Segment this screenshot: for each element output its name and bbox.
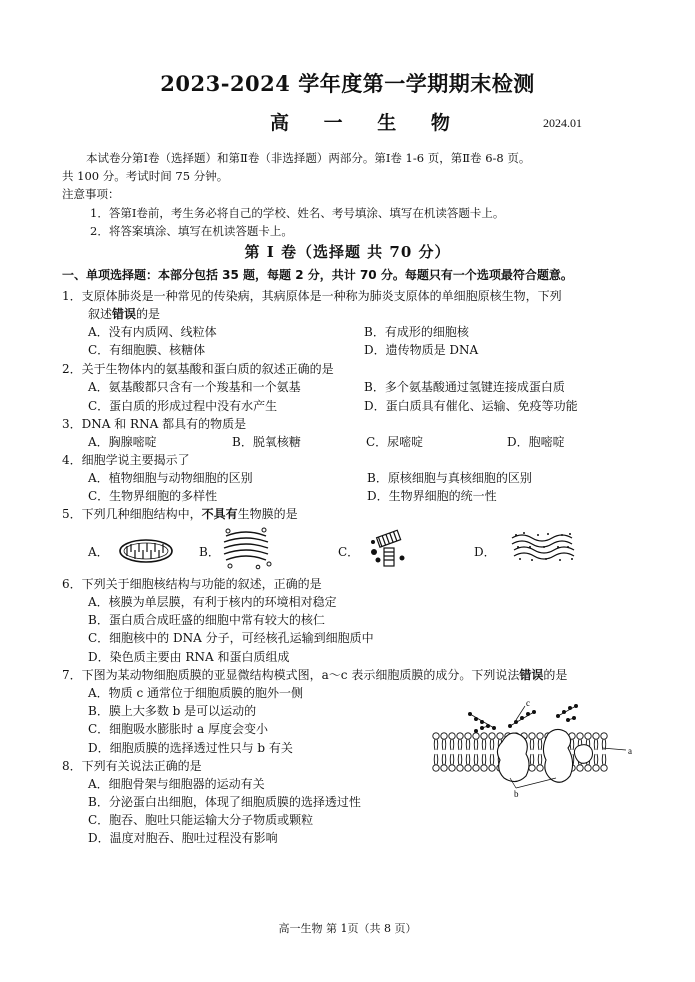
q5-option-b: B． bbox=[199, 545, 220, 559]
q8-stem: 8．下列有关说法正确的是 bbox=[62, 759, 202, 773]
q4-option-c: C．生物界细胞的多样性 bbox=[88, 489, 218, 503]
notice-item-2: 2．将答案填涂、填写在机读答题卡上。 bbox=[90, 224, 293, 238]
centrosome-image bbox=[368, 528, 410, 570]
lipid-head bbox=[481, 765, 487, 771]
q6-option-c: C．细胞核中的 DNA 分子，可经核孔运输到细胞质中 bbox=[88, 631, 374, 645]
lipid-tail bbox=[466, 754, 470, 765]
label-c: c bbox=[526, 698, 530, 708]
lipid-head bbox=[577, 733, 583, 739]
q6-option-b: B．蛋白质合成旺盛的细胞中常有较大的核仁 bbox=[88, 613, 325, 627]
q3-stem: 3．DNA 和 RNA 都具有的物质是 bbox=[62, 417, 247, 431]
endoplasmic-reticulum-image bbox=[508, 530, 578, 564]
q4-option-b: B．原核细胞与真核细胞的区别 bbox=[367, 471, 532, 485]
lipid-tail bbox=[594, 739, 598, 750]
lipid-tail bbox=[442, 739, 446, 750]
q8-option-a: A．细胞骨架与细胞器的运动有关 bbox=[88, 777, 265, 791]
lipid-tail bbox=[490, 739, 494, 750]
lipid-head bbox=[465, 765, 471, 771]
lipid-tail bbox=[474, 754, 478, 765]
lipid-head bbox=[449, 733, 455, 739]
lipid-head bbox=[433, 765, 439, 771]
lipid-head bbox=[593, 765, 599, 771]
lipid-head bbox=[473, 765, 479, 771]
label-a: a bbox=[628, 746, 632, 756]
q1-stem-line2: 叙述错误的是 bbox=[88, 307, 161, 321]
lipid-head bbox=[457, 733, 463, 739]
q5-option-c: C． bbox=[338, 545, 360, 559]
lipid-head bbox=[585, 765, 591, 771]
q6-option-d: D．染色质主要由 RNA 和蛋白质组成 bbox=[88, 650, 290, 664]
q4-option-d: D．生物界细胞的统一性 bbox=[367, 489, 497, 503]
lipid-head bbox=[481, 733, 487, 739]
lipid-tail bbox=[538, 739, 542, 750]
lipid-head bbox=[585, 733, 591, 739]
lipid-tail bbox=[450, 739, 454, 750]
lipid-head bbox=[537, 765, 543, 771]
q7-option-c: C．细胞吸水膨胀时 a 厚度会变小 bbox=[88, 722, 268, 736]
q2-option-d: D．蛋白质具有催化、运输、免疫等功能 bbox=[364, 399, 578, 413]
lipid-head bbox=[433, 733, 439, 739]
q3-option-a: A．胸腺嘧啶 bbox=[88, 435, 157, 449]
lipid-tail bbox=[466, 739, 470, 750]
q3-option-d: D．胞嘧啶 bbox=[507, 435, 565, 449]
q2-option-a: A．氨基酸都只含有一个羧基和一个氨基 bbox=[88, 380, 301, 394]
exam-title: 2023-2024 学年度第一学期期末检测 bbox=[160, 71, 535, 96]
q1-stem-line1: 1．支原体肺炎是一种常见的传染病，其病原体是一种称为肺炎支原体的单细胞原核生物，下列 bbox=[62, 289, 562, 303]
q2-stem: 2．关于生物体内的氨基酸和蛋白质的叙述正确的是 bbox=[62, 362, 334, 376]
q5-stem: 5．下列几种细胞结构中，不具有生物膜的是 bbox=[62, 507, 298, 521]
lipid-head bbox=[537, 733, 543, 739]
lipid-head bbox=[497, 733, 503, 739]
q4-option-a: A．植物细胞与动物细胞的区别 bbox=[88, 471, 253, 485]
lipid-tail bbox=[474, 739, 478, 750]
q8-option-c: C．胞吞、胞吐只能运输大分子物质或颗粒 bbox=[88, 813, 314, 827]
lipid-head bbox=[601, 733, 607, 739]
q4-stem: 4．细胞学说主要揭示了 bbox=[62, 453, 190, 467]
section-instruction: 一、单项选择题：本部分包括 35 题，每题 2 分，共计 70 分。每题只有一个选项最符合题意。 bbox=[62, 268, 573, 282]
q6-stem: 6．下列关于细胞核结构与功能的叙述，正确的是 bbox=[62, 577, 322, 591]
lipid-head bbox=[441, 733, 447, 739]
lipid-head bbox=[465, 733, 471, 739]
lipid-tail bbox=[442, 754, 446, 765]
mitochondrion-image bbox=[118, 538, 174, 564]
exam-date: 2024.01 bbox=[543, 116, 582, 130]
q1-option-d: D．遗传物质是 DNA bbox=[364, 343, 479, 357]
lipid-tail bbox=[458, 739, 462, 750]
notice-label: 注意事项： bbox=[62, 187, 120, 201]
lipid-head bbox=[529, 765, 535, 771]
lipid-tail bbox=[602, 754, 606, 765]
q7-option-d: D．细胞质膜的选择透过性只与 b 有关 bbox=[88, 741, 293, 755]
lipid-head bbox=[473, 733, 479, 739]
lipid-tail bbox=[482, 754, 486, 765]
lipid-tail bbox=[490, 754, 494, 765]
cell-membrane-diagram bbox=[430, 698, 640, 798]
lipid-head bbox=[529, 733, 535, 739]
lipid-head bbox=[601, 765, 607, 771]
q7-option-a: A．物质 c 通常位于细胞质膜的胞外一侧 bbox=[88, 686, 304, 700]
lipid-head bbox=[457, 765, 463, 771]
q3-option-c: C．尿嘧啶 bbox=[366, 435, 424, 449]
q2-option-b: B．多个氨基酸通过氢键连接成蛋白质 bbox=[364, 380, 565, 394]
lipid-head bbox=[441, 765, 447, 771]
q5-option-d: D． bbox=[474, 545, 496, 559]
q3-option-b: B．脱氧核糖 bbox=[232, 435, 301, 449]
lipid-head bbox=[489, 733, 495, 739]
lipid-tail bbox=[450, 754, 454, 765]
lipid-tail bbox=[434, 754, 438, 765]
lipid-head bbox=[593, 733, 599, 739]
intro-line-1: 本试卷分第Ⅰ卷（选择题）和第Ⅱ卷（非选择题）两部分。第Ⅰ卷 1-6 页，第Ⅱ卷 6-8 页。 bbox=[86, 151, 531, 165]
q2-option-c: C．蛋白质的形成过程中没有水产生 bbox=[88, 399, 278, 413]
lipid-tail bbox=[530, 739, 534, 750]
q8-option-d: D．温度对胞吞、胞吐过程没有影响 bbox=[88, 831, 278, 845]
lipid-tail bbox=[538, 754, 542, 765]
golgi-apparatus-image bbox=[220, 526, 272, 570]
q6-option-a: A．核膜为单层膜，有利于核内的环境相对稳定 bbox=[88, 595, 337, 609]
q8-option-b: B．分泌蛋白出细胞，体现了细胞质膜的选择透过性 bbox=[88, 795, 361, 809]
lipid-tail bbox=[530, 754, 534, 765]
q7-stem: 7．下图为某动物细胞质膜的亚显微结构模式图，a～c 表示细胞质膜的成分。下列说法错误的是 bbox=[62, 668, 568, 682]
page-footer: 高一生物 第 1页（共 8 页） bbox=[278, 922, 417, 935]
subject-title: 高 一 生 物 bbox=[270, 112, 464, 134]
lipid-head bbox=[577, 765, 583, 771]
lipid-tail bbox=[458, 754, 462, 765]
notice-item-1: 1．答第Ⅰ卷前，考生务必将自己的学校、姓名、考号填涂、填写在机读答题卡上。 bbox=[90, 206, 505, 220]
intro-line-2: 共 100 分。考试时间 75 分钟。 bbox=[62, 169, 229, 183]
part1-title: 第 Ⅰ 卷（选择题 共 70 分） bbox=[244, 243, 451, 261]
lipid-head bbox=[489, 765, 495, 771]
lipid-head bbox=[449, 765, 455, 771]
lipid-tail bbox=[482, 739, 486, 750]
q5-option-a: A． bbox=[88, 545, 109, 559]
label-b: b bbox=[514, 789, 519, 799]
lipid-tail bbox=[434, 739, 438, 750]
q1-option-b: B．有成形的细胞核 bbox=[364, 325, 469, 339]
q1-option-c: C．有细胞膜、核糖体 bbox=[88, 343, 206, 357]
q7-option-b: B．膜上大多数 b 是可以运动的 bbox=[88, 704, 257, 718]
lipid-tail bbox=[594, 754, 598, 765]
q1-option-a: A．没有内质网、线粒体 bbox=[88, 325, 217, 339]
